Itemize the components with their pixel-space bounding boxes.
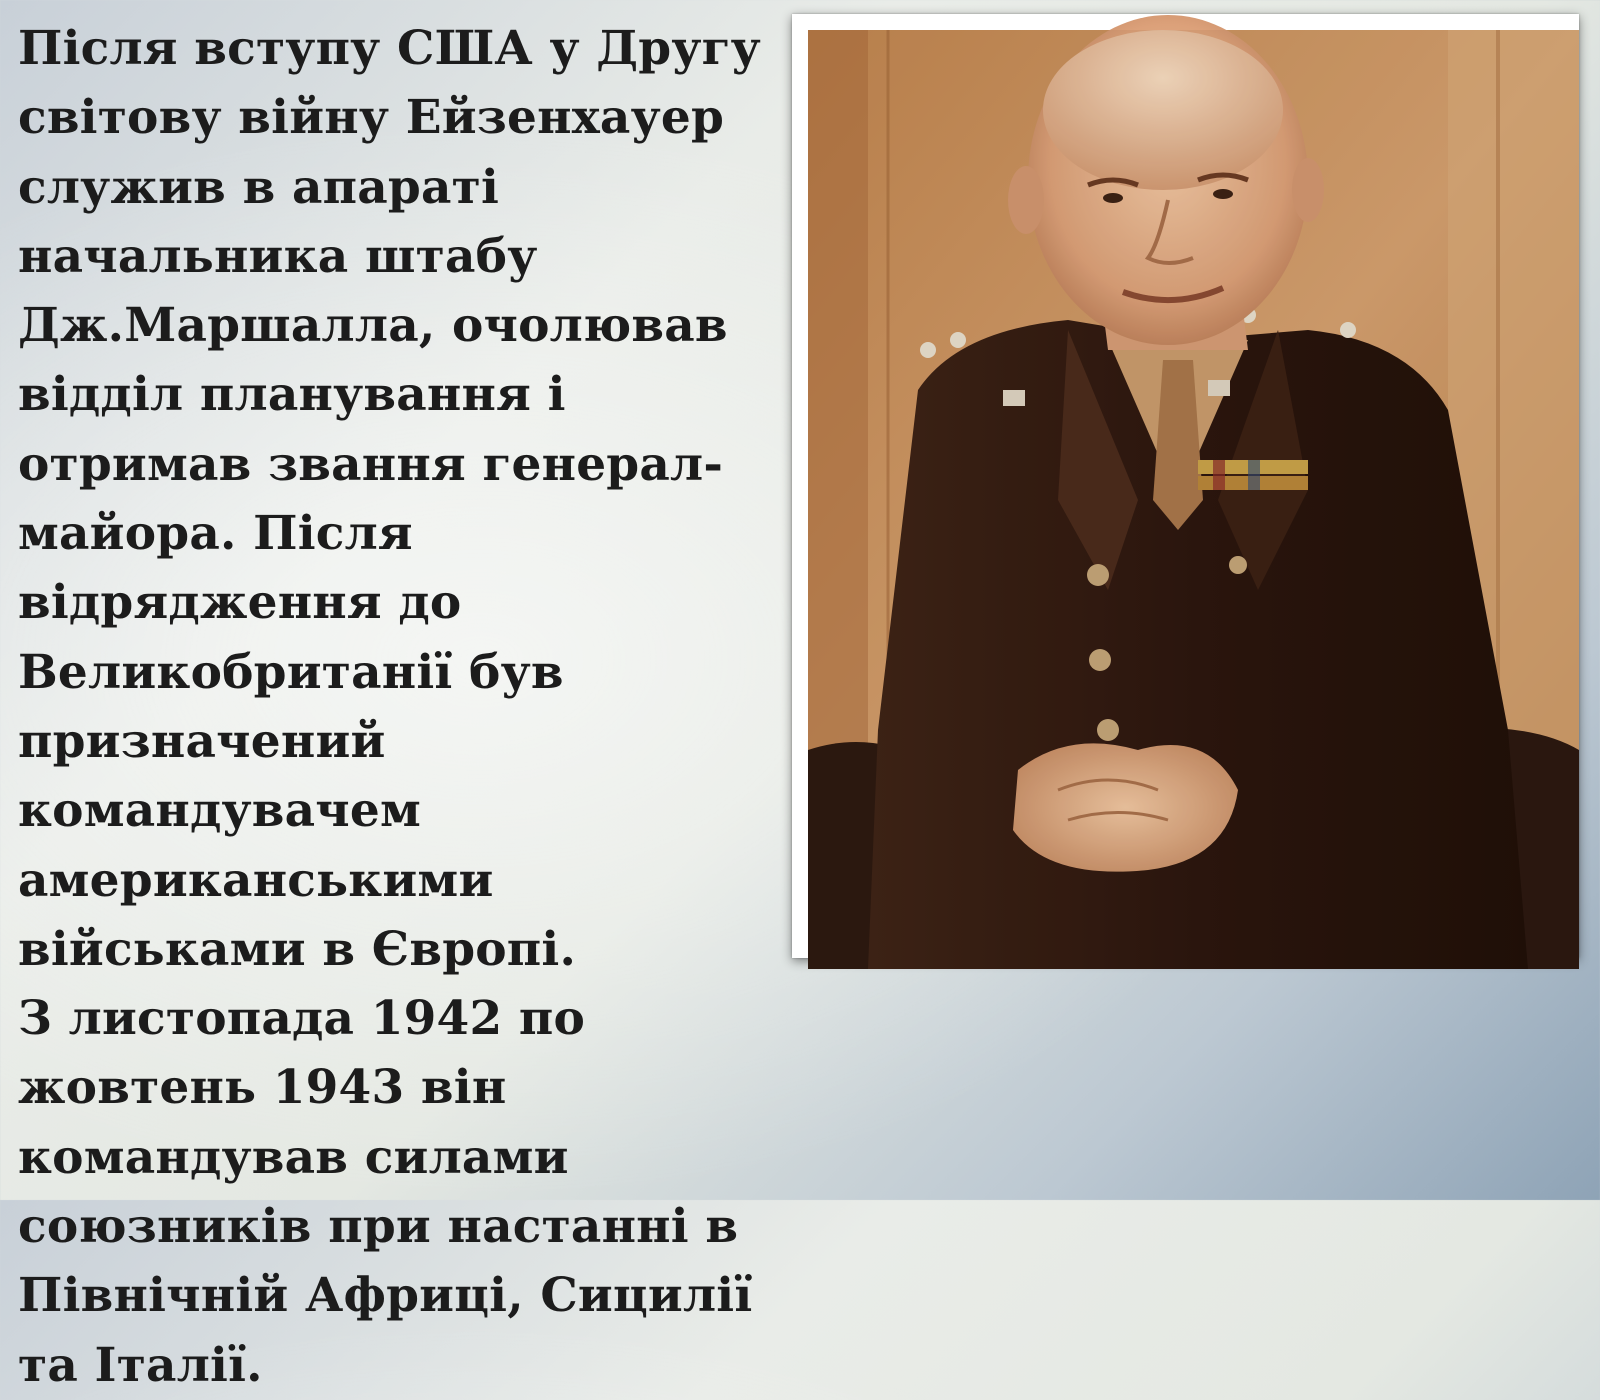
- portrait-photo-frame: [792, 14, 1579, 958]
- paragraph-service-history: Після вступу США у Другу світову війну Ейзенхауер служив в апараті начальника штабу Дж.Маршалла, очолював відділ планування і отримав звання генерал-майора. Після відрядження до Великобританії був призначений командувачем американськими військами в Європі.: [18, 21, 761, 977]
- slide-body-text: [18, 14, 788, 1400]
- eisenhower-portrait-photo: [808, 30, 1579, 969]
- portrait-image: [808, 30, 1579, 969]
- paragraph-allied-command: З листопада 1942 по жовтень 1943 він командував силами союзників при настанні в Північній Африці, Сицилії та Італії.: [18, 991, 753, 1393]
